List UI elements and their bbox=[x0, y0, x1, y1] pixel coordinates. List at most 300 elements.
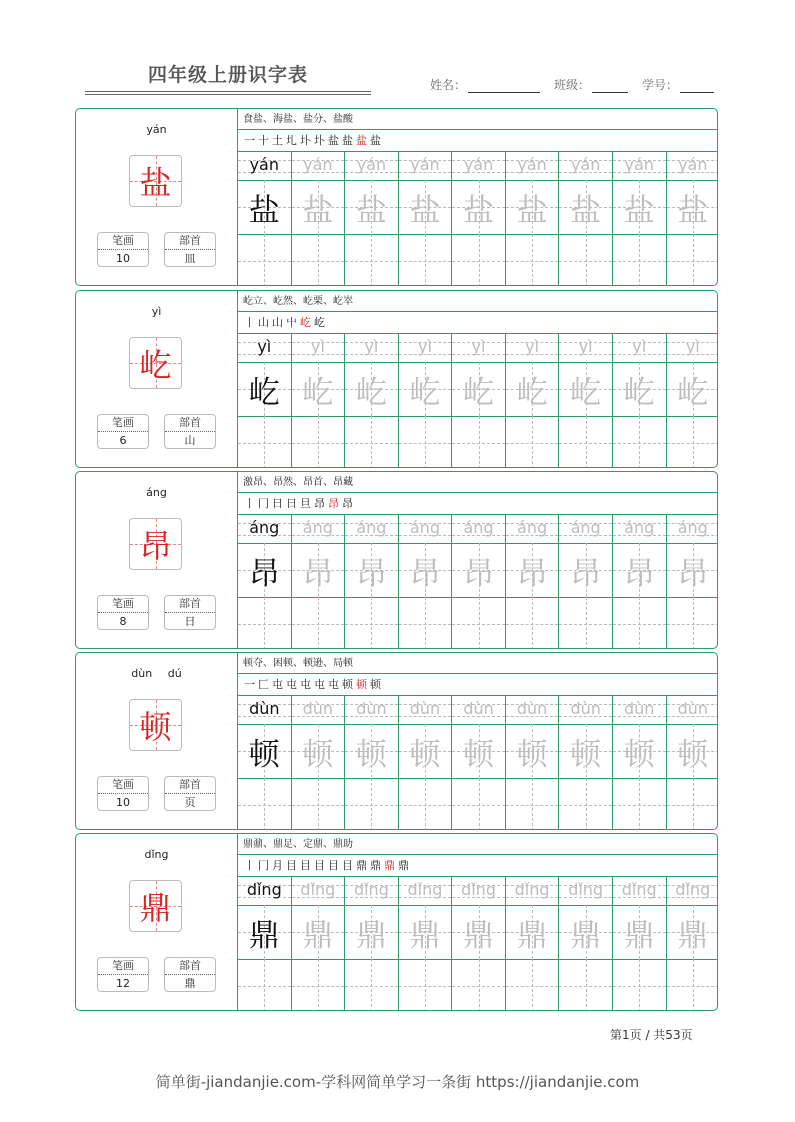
pinyin-cell bbox=[613, 515, 666, 544]
char-cell bbox=[345, 180, 398, 235]
pinyin-cell bbox=[399, 152, 452, 181]
grid-pinyin: yì bbox=[418, 337, 432, 356]
pinyin-cell bbox=[667, 515, 719, 544]
grid-pinyin: yán bbox=[624, 155, 654, 174]
grid-char: 鼎 bbox=[570, 917, 602, 954]
pinyin-cell bbox=[345, 515, 398, 544]
stroke-step: 十 bbox=[258, 134, 272, 147]
stroke-count: 10 bbox=[116, 796, 130, 809]
grid-char: 屹 bbox=[409, 374, 441, 411]
blank-practice-cell[interactable] bbox=[292, 234, 345, 286]
pinyin-cell bbox=[452, 877, 505, 906]
grid-pinyin: áng bbox=[356, 518, 387, 537]
stroke-step: 月 bbox=[272, 859, 286, 872]
grid-char: 顿 bbox=[302, 736, 334, 773]
practice-column bbox=[452, 152, 506, 286]
pinyin-cell bbox=[559, 877, 612, 906]
grid-char: 鼎 bbox=[516, 917, 548, 954]
radical-value: 鼎 bbox=[184, 977, 196, 990]
practice-column bbox=[345, 696, 399, 830]
stroke-label: 笔画 bbox=[98, 415, 148, 432]
practice-column bbox=[559, 152, 613, 286]
grid-char: 鼎 bbox=[355, 917, 387, 954]
practice-column bbox=[667, 877, 719, 1011]
practice-column bbox=[559, 515, 613, 649]
stroke-step: 屯 bbox=[286, 678, 300, 691]
blank-practice-cell[interactable] bbox=[506, 234, 559, 286]
practice-column bbox=[345, 334, 399, 468]
practice-column bbox=[667, 515, 719, 649]
practice-column bbox=[399, 696, 453, 830]
blank-practice-cell[interactable] bbox=[667, 234, 719, 286]
radical-label: 部首 bbox=[165, 777, 215, 794]
blank-practice-cell[interactable] bbox=[559, 597, 612, 649]
practice-column bbox=[559, 696, 613, 830]
title-underline bbox=[85, 91, 371, 92]
char-cell bbox=[345, 362, 398, 417]
grid-char: 鼎 bbox=[463, 917, 495, 954]
blank-practice-cell[interactable] bbox=[399, 778, 452, 830]
blank-practice-cell[interactable] bbox=[559, 959, 612, 1011]
practice-column bbox=[613, 334, 667, 468]
pinyin-cell bbox=[559, 152, 612, 181]
grid-pinyin: dǐng bbox=[353, 880, 389, 899]
practice-column bbox=[613, 877, 667, 1011]
char-pinyin: dùn dú bbox=[131, 667, 182, 680]
grid-pinyin: yán bbox=[678, 155, 708, 174]
practice-column bbox=[345, 152, 399, 286]
practice-column bbox=[613, 152, 667, 286]
pinyin-cell bbox=[292, 515, 345, 544]
blank-practice-cell[interactable] bbox=[399, 597, 452, 649]
radical-label: 部首 bbox=[165, 958, 215, 975]
radical-value: 皿 bbox=[184, 252, 196, 265]
practice-columns bbox=[238, 334, 718, 468]
grid-pinyin: dǐng bbox=[514, 880, 550, 899]
radical-box bbox=[164, 414, 216, 449]
grid-pinyin: yán bbox=[249, 155, 279, 174]
blank-practice-cell[interactable] bbox=[345, 416, 398, 468]
char-info-panel bbox=[76, 472, 238, 648]
pinyin-cell bbox=[613, 696, 666, 725]
practice-column bbox=[399, 515, 453, 649]
char-cell bbox=[613, 362, 666, 417]
char-cell bbox=[452, 905, 505, 960]
grid-char: 昂 bbox=[516, 555, 548, 592]
char-cell bbox=[399, 905, 452, 960]
pinyin-cell bbox=[292, 334, 345, 363]
pinyin-cell bbox=[345, 696, 398, 725]
grid-pinyin: dùn bbox=[409, 699, 441, 718]
grid-char: 昂 bbox=[463, 555, 495, 592]
char-cell bbox=[238, 362, 291, 417]
char-cell bbox=[452, 362, 505, 417]
pinyin-cell bbox=[292, 877, 345, 906]
blank-practice-cell[interactable] bbox=[238, 234, 291, 286]
pinyin-cell bbox=[399, 334, 452, 363]
class-field[interactable] bbox=[592, 80, 628, 93]
character-card bbox=[75, 290, 718, 468]
pinyin-cell bbox=[452, 334, 505, 363]
grid-pinyin: yán bbox=[356, 155, 387, 174]
char-cell bbox=[238, 905, 291, 960]
blank-practice-cell[interactable] bbox=[238, 959, 291, 1011]
stroke-step: 土 bbox=[272, 134, 286, 147]
grid-char: 屹 bbox=[570, 374, 602, 411]
stroke-order bbox=[238, 855, 718, 877]
grid-pinyin: dùn bbox=[356, 699, 387, 718]
blank-practice-cell[interactable] bbox=[452, 416, 505, 468]
practice-column bbox=[559, 334, 613, 468]
char-cell bbox=[238, 724, 291, 779]
char-cell bbox=[292, 362, 345, 417]
char-display-box bbox=[129, 699, 182, 751]
grid-pinyin: áng bbox=[249, 518, 280, 537]
character-card bbox=[75, 108, 718, 286]
practice-column bbox=[292, 877, 346, 1011]
grid-pinyin: yì bbox=[578, 337, 593, 356]
pinyin-cell bbox=[613, 152, 666, 181]
grid-pinyin: dǐng bbox=[461, 880, 496, 899]
char-cell bbox=[559, 724, 612, 779]
stroke-step: 冂 bbox=[258, 497, 272, 510]
practice-column bbox=[559, 877, 613, 1011]
radical-value: 日 bbox=[184, 615, 196, 628]
name-label: 姓名： bbox=[430, 78, 467, 92]
character-card bbox=[75, 833, 718, 1011]
blank-practice-cell[interactable] bbox=[238, 597, 291, 649]
practice-column bbox=[613, 515, 667, 649]
stroke-step: 顿 bbox=[356, 678, 370, 691]
grid-pinyin: áng bbox=[624, 518, 655, 537]
blank-practice-cell[interactable] bbox=[613, 234, 666, 286]
blank-practice-cell[interactable] bbox=[613, 959, 666, 1011]
grid-pinyin: yì bbox=[310, 337, 325, 356]
number-field[interactable] bbox=[680, 80, 714, 93]
char-cell bbox=[559, 180, 612, 235]
blank-practice-cell[interactable] bbox=[452, 778, 505, 830]
practice-column bbox=[452, 696, 506, 830]
char-cell bbox=[345, 543, 398, 598]
char-cell bbox=[667, 362, 719, 417]
blank-practice-cell[interactable] bbox=[613, 416, 666, 468]
stroke-label: 笔画 bbox=[98, 596, 148, 613]
grid-pinyin: dùn bbox=[570, 699, 601, 718]
number-label: 学号： bbox=[642, 78, 679, 92]
blank-practice-cell[interactable] bbox=[613, 778, 666, 830]
char-info-panel bbox=[76, 653, 238, 829]
char-cell bbox=[452, 543, 505, 598]
practice-columns bbox=[238, 152, 718, 286]
grid-char: 昂 bbox=[623, 555, 655, 592]
grid-char: 盐 bbox=[516, 192, 548, 229]
char-info-panel bbox=[76, 291, 238, 467]
pinyin-cell bbox=[667, 877, 719, 906]
blank-practice-cell[interactable] bbox=[559, 778, 612, 830]
char-cell bbox=[452, 180, 505, 235]
char-info-panel bbox=[76, 834, 238, 1010]
grid-pinyin: dùn bbox=[463, 699, 494, 718]
practice-grid bbox=[238, 653, 718, 829]
example-words: 激昂、昂然、昂首、昂藏 bbox=[238, 472, 718, 493]
stroke-step: 丨 bbox=[244, 859, 258, 872]
practice-column bbox=[506, 515, 560, 649]
stroke-step: 目 bbox=[286, 859, 300, 872]
stroke-step: 圤 bbox=[314, 134, 328, 147]
stroke-step: 丨 bbox=[244, 497, 258, 510]
practice-column bbox=[238, 877, 292, 1011]
char-cell bbox=[399, 362, 452, 417]
char-display-box bbox=[129, 880, 182, 932]
stroke-step: 一 bbox=[244, 678, 258, 691]
page-header bbox=[85, 62, 371, 95]
grid-pinyin: dǐng bbox=[300, 880, 336, 899]
grid-pinyin: yán bbox=[570, 155, 601, 174]
stroke-step: 目 bbox=[328, 859, 342, 872]
blank-practice-cell[interactable] bbox=[667, 597, 719, 649]
char-cell bbox=[613, 724, 666, 779]
practice-column bbox=[667, 696, 719, 830]
practice-column bbox=[613, 696, 667, 830]
char-cell bbox=[292, 724, 345, 779]
name-field[interactable] bbox=[468, 80, 540, 93]
grid-char: 昂 bbox=[409, 555, 441, 592]
stroke-step: 山 bbox=[258, 316, 272, 329]
main-char: 顿 bbox=[139, 708, 172, 746]
char-cell bbox=[399, 543, 452, 598]
grid-char: 屹 bbox=[248, 374, 280, 411]
grid-pinyin: dùn bbox=[677, 699, 708, 718]
watermark: 简单街-jiandanjie.com-学科网简单学习一条街 https://jiandanjie.com bbox=[155, 1073, 640, 1091]
char-cell bbox=[613, 543, 666, 598]
pinyin-cell bbox=[506, 334, 559, 363]
grid-pinyin: yán bbox=[303, 155, 333, 174]
grid-pinyin: áng bbox=[570, 518, 601, 537]
blank-practice-cell[interactable] bbox=[613, 597, 666, 649]
blank-practice-cell[interactable] bbox=[345, 597, 398, 649]
example-words: 食盐、海盐、盐分、盐酸 bbox=[238, 109, 718, 130]
class-label: 班级： bbox=[554, 78, 591, 92]
pinyin-cell bbox=[667, 334, 719, 363]
stroke-step: 旦 bbox=[300, 497, 314, 510]
char-cell bbox=[613, 905, 666, 960]
grid-pinyin: dùn bbox=[624, 699, 655, 718]
char-cell bbox=[613, 180, 666, 235]
blank-practice-cell[interactable] bbox=[238, 416, 291, 468]
radical-box bbox=[164, 957, 216, 992]
grid-char: 盐 bbox=[302, 192, 334, 229]
grid-char: 昂 bbox=[248, 555, 280, 592]
char-cell bbox=[506, 362, 559, 417]
practice-columns bbox=[238, 515, 718, 649]
stroke-step: 目 bbox=[342, 859, 356, 872]
practice-column bbox=[345, 877, 399, 1011]
char-pinyin: yì bbox=[151, 305, 162, 318]
practice-column bbox=[399, 877, 453, 1011]
stroke-step: 鼎 bbox=[398, 859, 412, 872]
radical-value: 页 bbox=[184, 796, 196, 809]
blank-practice-cell[interactable] bbox=[238, 778, 291, 830]
stroke-step: 顿 bbox=[370, 678, 384, 691]
char-cell bbox=[667, 905, 719, 960]
grid-char: 顿 bbox=[355, 736, 387, 773]
grid-pinyin: áng bbox=[409, 518, 441, 537]
stroke-step: 屯 bbox=[300, 678, 314, 691]
stroke-step: 屮 bbox=[286, 316, 300, 329]
main-char: 盐 bbox=[139, 164, 172, 202]
blank-practice-cell[interactable] bbox=[452, 234, 505, 286]
main-char: 屹 bbox=[139, 346, 172, 384]
stroke-step: 匚 bbox=[258, 678, 272, 691]
stroke-step: 冂 bbox=[258, 859, 272, 872]
grid-pinyin: yán bbox=[463, 155, 494, 174]
pinyin-cell bbox=[345, 152, 398, 181]
blank-practice-cell[interactable] bbox=[506, 959, 559, 1011]
blank-practice-cell[interactable] bbox=[345, 959, 398, 1011]
stroke-count: 8 bbox=[119, 615, 127, 628]
grid-char: 鼎 bbox=[677, 917, 709, 954]
pinyin-cell bbox=[506, 152, 559, 181]
stroke-step: 盐 bbox=[328, 134, 342, 147]
grid-char: 屹 bbox=[677, 374, 709, 411]
pinyin-cell bbox=[238, 334, 291, 363]
pinyin-cell bbox=[559, 515, 612, 544]
stroke-step: 顿 bbox=[342, 678, 356, 691]
grid-char: 顿 bbox=[409, 736, 441, 773]
grid-pinyin: dǐng bbox=[246, 880, 282, 899]
radical-label: 部首 bbox=[165, 233, 215, 250]
practice-column bbox=[506, 696, 560, 830]
pinyin-cell bbox=[292, 152, 345, 181]
blank-practice-cell[interactable] bbox=[292, 416, 345, 468]
stroke-step: 屯 bbox=[314, 678, 328, 691]
char-cell bbox=[559, 543, 612, 598]
stroke-step: 盐 bbox=[356, 134, 370, 147]
char-display-box bbox=[129, 337, 182, 389]
stroke-step: 屯 bbox=[272, 678, 286, 691]
blank-practice-cell[interactable] bbox=[345, 778, 398, 830]
char-display-box bbox=[129, 518, 182, 570]
grid-char: 盐 bbox=[463, 192, 495, 229]
grid-char: 顿 bbox=[516, 736, 548, 773]
practice-column bbox=[345, 515, 399, 649]
practice-column bbox=[506, 152, 560, 286]
char-cell bbox=[399, 724, 452, 779]
practice-column bbox=[506, 877, 560, 1011]
char-pinyin: dǐng bbox=[144, 848, 169, 861]
stroke-step: 屯 bbox=[328, 678, 342, 691]
blank-practice-cell[interactable] bbox=[399, 234, 452, 286]
blank-practice-cell[interactable] bbox=[559, 234, 612, 286]
blank-practice-cell[interactable] bbox=[452, 597, 505, 649]
grid-pinyin: dǐng bbox=[675, 880, 711, 899]
grid-pinyin: yì bbox=[364, 337, 379, 356]
stroke-step: 盐 bbox=[370, 134, 384, 147]
grid-pinyin: áng bbox=[463, 518, 494, 537]
char-pinyin: yán bbox=[146, 123, 167, 136]
char-pinyin: áng bbox=[146, 486, 167, 499]
main-char: 鼎 bbox=[139, 889, 172, 927]
pinyin-cell bbox=[238, 515, 291, 544]
practice-column bbox=[238, 696, 292, 830]
grid-char: 顿 bbox=[623, 736, 655, 773]
stroke-count-box bbox=[97, 776, 149, 811]
example-words: 顿夺、困顿、顿逊、局顿 bbox=[238, 653, 718, 674]
grid-pinyin: áng bbox=[517, 518, 548, 537]
pinyin-cell bbox=[452, 696, 505, 725]
stroke-step: 一 bbox=[244, 134, 258, 147]
char-cell bbox=[345, 724, 398, 779]
grid-pinyin: dùn bbox=[302, 699, 334, 718]
grid-pinyin: yì bbox=[525, 337, 540, 356]
blank-practice-cell[interactable] bbox=[292, 778, 345, 830]
grid-char: 屹 bbox=[623, 374, 655, 411]
radical-label: 部首 bbox=[165, 596, 215, 613]
grid-char: 顿 bbox=[248, 736, 280, 773]
grid-pinyin: dǐng bbox=[568, 880, 604, 899]
blank-practice-cell[interactable] bbox=[452, 959, 505, 1011]
stroke-count-box bbox=[97, 414, 149, 449]
stroke-step: 圤 bbox=[300, 134, 314, 147]
char-cell bbox=[292, 905, 345, 960]
pinyin-cell bbox=[667, 696, 719, 725]
main-char: 昂 bbox=[139, 527, 172, 565]
stroke-step: 盐 bbox=[342, 134, 356, 147]
char-cell bbox=[667, 180, 719, 235]
stroke-count: 10 bbox=[116, 252, 130, 265]
blank-practice-cell[interactable] bbox=[559, 416, 612, 468]
grid-char: 鼎 bbox=[302, 917, 334, 954]
blank-practice-cell[interactable] bbox=[399, 416, 452, 468]
radical-box bbox=[164, 595, 216, 630]
blank-practice-cell[interactable] bbox=[506, 597, 559, 649]
blank-practice-cell[interactable] bbox=[667, 416, 719, 468]
grid-char: 鼎 bbox=[409, 917, 441, 954]
grid-pinyin: yán bbox=[517, 155, 547, 174]
blank-practice-cell[interactable] bbox=[345, 234, 398, 286]
grid-char: 屹 bbox=[355, 374, 387, 411]
char-info-panel bbox=[76, 109, 238, 285]
grid-char: 鼎 bbox=[248, 917, 280, 954]
page-title: 四年级上册识字表 bbox=[147, 64, 308, 86]
grid-char: 昂 bbox=[677, 555, 709, 592]
char-cell bbox=[238, 180, 291, 235]
blank-practice-cell[interactable] bbox=[292, 597, 345, 649]
stroke-count: 6 bbox=[119, 434, 127, 447]
grid-char: 昂 bbox=[355, 555, 387, 592]
pinyin-cell bbox=[345, 334, 398, 363]
stroke-step: 山 bbox=[272, 316, 286, 329]
practice-column bbox=[452, 515, 506, 649]
stroke-order bbox=[238, 130, 718, 152]
char-cell bbox=[506, 724, 559, 779]
blank-practice-cell[interactable] bbox=[506, 416, 559, 468]
stroke-step: 目 bbox=[300, 859, 314, 872]
blank-practice-cell[interactable] bbox=[667, 959, 719, 1011]
pinyin-cell bbox=[292, 696, 345, 725]
blank-practice-cell[interactable] bbox=[667, 778, 719, 830]
practice-column bbox=[238, 515, 292, 649]
blank-practice-cell[interactable] bbox=[399, 959, 452, 1011]
pinyin-cell bbox=[506, 515, 559, 544]
blank-practice-cell[interactable] bbox=[292, 959, 345, 1011]
blank-practice-cell[interactable] bbox=[506, 778, 559, 830]
char-cell bbox=[667, 724, 719, 779]
char-cell bbox=[506, 543, 559, 598]
grid-pinyin: yì bbox=[632, 337, 647, 356]
practice-column bbox=[506, 334, 560, 468]
pinyin-cell bbox=[667, 152, 719, 181]
